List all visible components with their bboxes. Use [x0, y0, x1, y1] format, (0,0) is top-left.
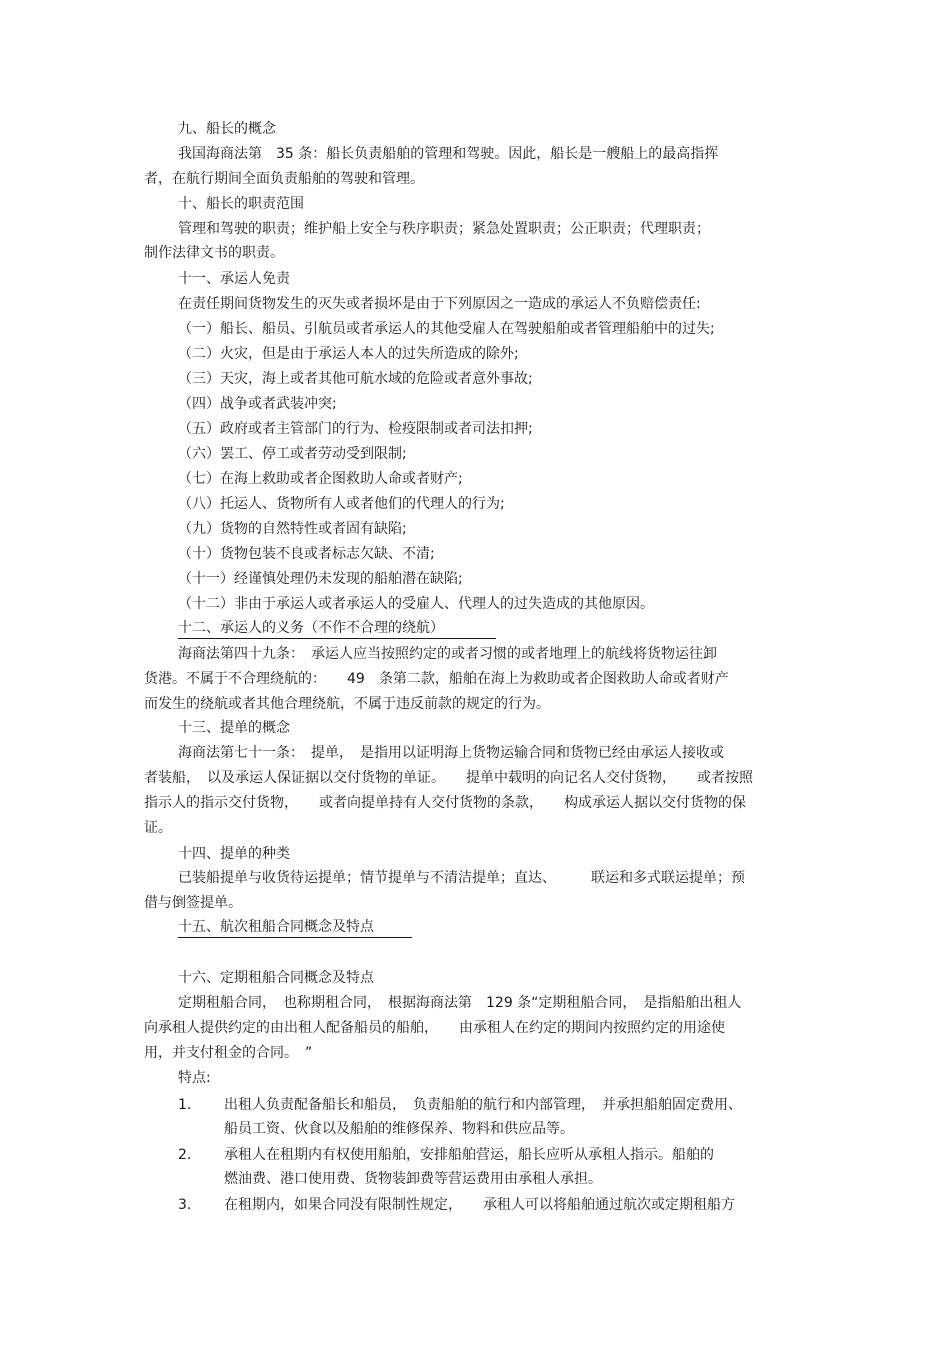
list-item: （二）火灾，但是由于承运人本人的过失所造成的除外;	[178, 346, 519, 362]
list-item: （八）托运人、货物所有人或者他们的代理人的行为;	[178, 496, 505, 512]
paragraph-line: 指示人的指示交付货物， 或者向提单持有人交付货物的条款， 构成承运人据以交付货物的保	[144, 795, 746, 811]
feature-number: 3.	[178, 1197, 192, 1213]
list-item: （四）战争或者武装冲突;	[178, 396, 337, 412]
paragraph-line: 定期租船合同， 也称期租合同， 根据海商法第 129 条“定期租船合同， 是指船舶出租人	[178, 995, 742, 1011]
list-item: （一）船长、船员、引航员或者承运人的其他受雇人在驾驶船舶或者管理船舶中的过失;	[178, 321, 715, 337]
section-heading: 十五、航次租船合同概念及特点	[178, 918, 412, 938]
list-item: （十）货物包装不良或者标志欠缺、不清;	[178, 546, 435, 562]
paragraph-line: 向承租人提供约定的由出租人配备船员的船舶， 由承租人在约定的期间内按照约定的用途使	[144, 1020, 725, 1036]
section-heading: 十一、承运人免责	[178, 271, 290, 287]
paragraph-line: 海商法第四十九条： 承运人应当按照约定的或者习惯的或者地理上的航线将货物运往卸	[178, 646, 717, 662]
paragraph-line: 者装船， 以及承运人保证据以交付货物的单证。 提单中载明的向记名人交付货物， 或者按照	[144, 770, 753, 786]
features-label: 特点:	[178, 1070, 211, 1086]
paragraph-line: 货港。不属于不合理绕航的： 49 条第二款，船舶在海上为救助或者企图救助人命或者财产	[144, 671, 729, 687]
paragraph-line: 海商法第七十一条： 提单， 是指用以证明海上货物运输合同和货物已经由承运人接收或	[178, 745, 724, 761]
list-item: （五）政府或者主管部门的行为、检疫限制或者司法扣押;	[178, 421, 533, 437]
feature-text: 燃油费、港口使用费、货物装卸费等营运费用由承租人承担。	[224, 1171, 602, 1187]
section-heading: 十三、提单的概念	[178, 720, 290, 736]
paragraph-line: 在责任期间货物发生的灭失或者损坏是由于下列原因之一造成的承运人不负赔偿责任:	[178, 296, 701, 312]
feature-number: 1.	[178, 1097, 192, 1113]
section-heading: 十六、定期租船合同概念及特点	[178, 970, 374, 986]
paragraph-line: 借与倒签提单。	[144, 895, 242, 911]
list-item: （九）货物的自然特性或者固有缺陷;	[178, 521, 407, 537]
section-heading: 九、船长的概念	[178, 121, 276, 137]
paragraph-line: 管理和驾驶的职责；维护船上安全与秩序职责；紧急处置职责；公正职责；代理职责；	[178, 221, 710, 237]
list-item: （三）天灾，海上或者其他可航水域的危险或者意外事故;	[178, 371, 533, 387]
section-heading: 十四、提单的种类	[178, 846, 290, 862]
paragraph-line: 我国海商法第 35 条：船长负责船舶的管理和驾驶。因此，船长是一艘船上的最高指挥	[178, 146, 719, 162]
paragraph-line: 制作法律文书的职责。	[144, 245, 284, 261]
paragraph-line: 已装船提单与收货待运提单；情节提单与不清洁提单；直达、 联运和多式联运提单；预	[178, 870, 745, 886]
paragraph-line: 者，在航行期间全面负责船舶的驾驶和管理。	[144, 171, 424, 187]
paragraph-line: 而发生的绕航或者其他合理绕航，不属于违反前款的规定的行为。	[144, 696, 550, 712]
list-item: （十一）经谨慎处理仍未发现的船舶潜在缺陷;	[178, 571, 463, 587]
feature-text: 出租人负责配备船长和船员， 负责船舶的航行和内部管理， 并承担船舶固定费用、	[224, 1097, 742, 1113]
section-heading: 十二、承运人的义务（不作不合理的绕航）	[178, 619, 496, 639]
feature-number: 2.	[178, 1147, 192, 1163]
list-item: （十二）非由于承运人或者承运人的受雇人、代理人的过失造成的其他原因。	[178, 596, 654, 612]
feature-text: 船员工资、伙食以及船舶的维修保养、物料和供应品等。	[224, 1121, 574, 1137]
section-heading: 十、船长的职责范围	[178, 196, 304, 212]
paragraph-line: 用，并支付租金的合同。 ”	[144, 1045, 313, 1061]
paragraph-line: 证。	[144, 820, 172, 836]
feature-text: 承租人在租期内有权使用船舶，安排船舶营运，船长应听从承租人指示。船舶的	[224, 1147, 714, 1163]
list-item: （七）在海上救助或者企图救助人命或者财产;	[178, 471, 463, 487]
feature-text: 在租期内，如果合同没有限制性规定， 承租人可以将船舶通过航次或定期租船方	[224, 1197, 735, 1213]
list-item: （六）罢工、停工或者劳动受到限制;	[178, 446, 407, 462]
